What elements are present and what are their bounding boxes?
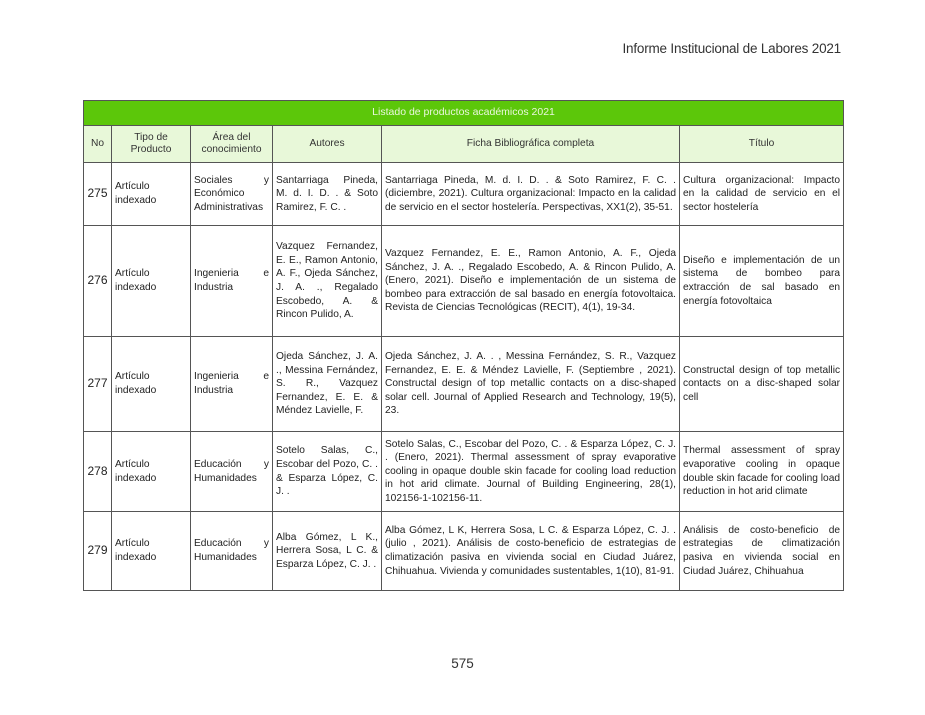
cell-autores: Ojeda Sánchez, J. A. ., Messina Fernández, S. R., Vazquez Fernandez, E. E. & Méndez Lavielle, F. [273, 337, 382, 432]
table-row [84, 163, 844, 226]
cell-autores: Vazquez Fernandez, E. E., Ramon Antonio, A. F., Ojeda Sánchez, J. A. ., Regalado Escobedo, A. & Rincon Pulido, A. [273, 226, 382, 337]
cell-area: Ingenieria e Industria [191, 337, 273, 432]
table-row [84, 226, 844, 337]
cell-titulo: Constructal design of top metallic contacts on a disc-shaped solar cell [680, 337, 844, 432]
cell-autores: Santarriaga Pineda, M. d. I. D. . & Soto Ramirez, F. C. . [273, 163, 382, 226]
products-table [83, 100, 844, 591]
cell-no: 277 [84, 337, 112, 432]
cell-tipo: Artículo indexado [112, 512, 191, 591]
column-header-titulo: Título [680, 126, 844, 163]
cell-titulo: Cultura organizacional: Impacto en la calidad de servicio en el sector hostelería [680, 163, 844, 226]
table-caption: Listado de productos académicos 2021 [84, 101, 844, 126]
cell-no: 275 [84, 163, 112, 226]
column-header-ficha: Ficha Bibliográfica completa [382, 126, 680, 163]
cell-titulo: Thermal assessment of spray evaporative cooling in opaque double skin facade for cooling load reduction in hot arid climate [680, 432, 844, 512]
cell-no: 278 [84, 432, 112, 512]
table-row [84, 432, 844, 512]
cell-tipo: Artículo indexado [112, 337, 191, 432]
table-row [84, 512, 844, 591]
cell-no: 276 [84, 226, 112, 337]
cell-area: Sociales y Económico Administrativas [191, 163, 273, 226]
table-row [84, 337, 844, 432]
cell-ficha: Vazquez Fernandez, E. E., Ramon Antonio, A. F., Ojeda Sánchez, J. A. ., Regalado Escobedo, A. & Rincon Pulido, A. (Enero, 2021). Diseño e implementación de un sistema de bombeo para extracción de sal basado en energía fotovoltaica. Revista de Ciencias Tecnológicas (RECIT), 4(1), 19-34. [382, 226, 680, 337]
cell-autores: Alba Gómez, L K., Herrera Sosa, L C. & Esparza López, C. J. . [273, 512, 382, 591]
column-header-no: No [84, 126, 112, 163]
cell-area: Educación y Humanidades [191, 432, 273, 512]
page-number: 575 [451, 656, 474, 671]
column-header-tipo: Tipo de Producto [112, 126, 191, 163]
cell-ficha: Ojeda Sánchez, J. A. . , Messina Fernández, S. R., Vazquez Fernandez, E. E. & Méndez Lavielle, F. (Septiembre , 2021). Constructal design of top metallic contacts on a disc-shaped solar cell. Journal of Applied Research and Technology, 19(5), 23. [382, 337, 680, 432]
cell-tipo: Artículo indexado [112, 432, 191, 512]
cell-titulo: Análisis de costo-beneficio de estrategias de climatización pasiva en vivienda social en Ciudad Juárez, Chihuahua [680, 512, 844, 591]
cell-ficha: Santarriaga Pineda, M. d. I. D. . & Soto Ramirez, F. C. . (diciembre, 2021). Cultura organizacional: Impacto en la calidad de servicio en el sector hostelería. Perspectivas, XX1(2), 35-51. [382, 163, 680, 226]
cell-area: Ingenieria e Industria [191, 226, 273, 337]
column-header-autores: Autores [273, 126, 382, 163]
cell-no: 279 [84, 512, 112, 591]
column-header-area: Área del conocimiento [191, 126, 273, 163]
cell-ficha: Alba Gómez, L K, Herrera Sosa, L C. & Esparza López, C. J. . (julio , 2021). Análisis de costo-beneficio de estrategias de climatización pasiva en vivienda social en Ciudad Juárez, Chihuahua. Vivienda y comunidades sustentables, 1(10), 81-91. [382, 512, 680, 591]
report-title: Informe Institucional de Labores 2021 [622, 41, 841, 56]
cell-titulo: Diseño e implementación de un sistema de bombeo para extracción de sal basado en energía fotovoltaica [680, 226, 844, 337]
cell-ficha: Sotelo Salas, C., Escobar del Pozo, C. . & Esparza López, C. J. . (Enero, 2021). Thermal assessment of spray evaporative cooling in opaque double skin facade for cooling load reduction in hot arid climate. Journal of Building Engineering, 28(1), 102156-1-102156-11. [382, 432, 680, 512]
cell-area: Educación y Humanidades [191, 512, 273, 591]
cell-autores: Sotelo Salas, C., Escobar del Pozo, C. . & Esparza López, C. J. . [273, 432, 382, 512]
cell-tipo: Artículo indexado [112, 163, 191, 226]
cell-tipo: Artículo indexado [112, 226, 191, 337]
